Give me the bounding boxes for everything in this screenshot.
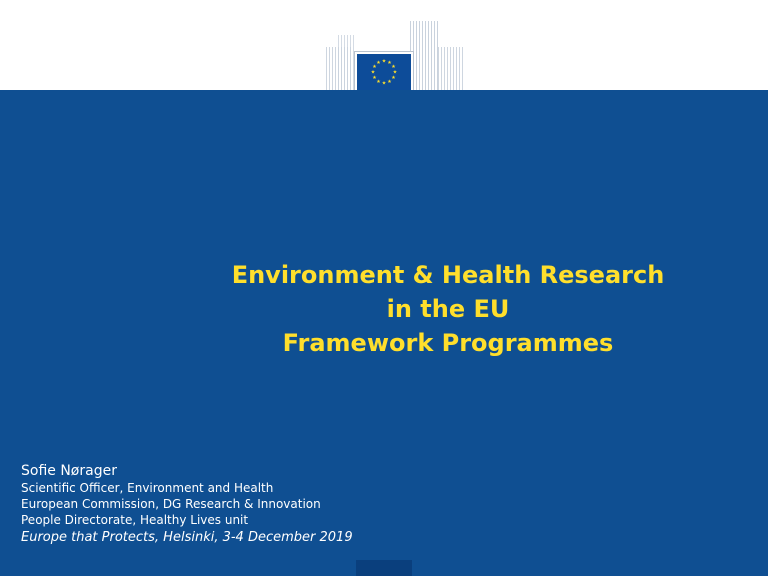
presenter-unit: People Directorate, Healthy Lives unit [21, 513, 249, 527]
title-line-3: Framework Programmes [282, 329, 614, 357]
svg-text:★: ★ [391, 64, 396, 70]
svg-text:★: ★ [381, 58, 387, 65]
eu-flag-icon [357, 54, 411, 90]
presenter-block [21, 462, 353, 547]
svg-text:★: ★ [376, 60, 381, 66]
svg-text:★: ★ [370, 69, 376, 76]
presenter-organization: European Commission, DG Research & Innovation [21, 497, 321, 511]
svg-text:★: ★ [387, 79, 392, 85]
svg-text:★: ★ [372, 64, 377, 70]
building-left-graphic [326, 47, 352, 92]
title-line-1: Environment & Health Research [231, 261, 665, 289]
slide-title [170, 258, 726, 360]
svg-text:★: ★ [387, 60, 392, 66]
building-tower-graphic [410, 21, 438, 92]
svg-text:★: ★ [376, 79, 381, 85]
svg-text:★: ★ [381, 80, 387, 87]
footer-tab [356, 560, 412, 576]
eu-stars-icon [357, 54, 411, 90]
title-line-2: in the EU [386, 295, 510, 323]
presenter-name: Sofie Nørager [21, 463, 117, 479]
svg-text:★: ★ [392, 69, 398, 76]
event-line: Europe that Protects, Helsinki, 3-4 December 2019 [21, 530, 353, 545]
presenter-role: Scientific Officer, Environment and Health [21, 481, 274, 495]
slide-header [0, 0, 768, 90]
svg-text:★: ★ [391, 75, 396, 81]
building-right-graphic [438, 47, 464, 92]
svg-text:★: ★ [372, 75, 377, 81]
